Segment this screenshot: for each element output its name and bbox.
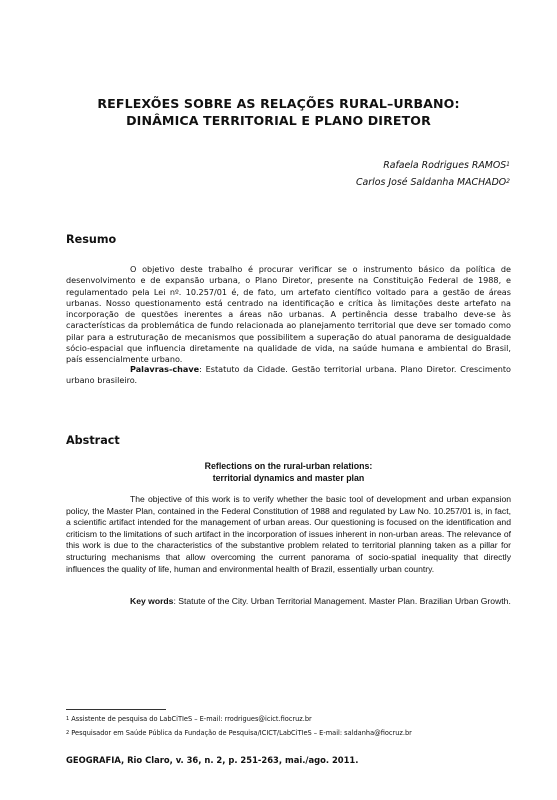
author-name: Rafaela Rodrigues RAMOS [383, 160, 507, 171]
resumo-keywords [66, 364, 511, 387]
footnote-mark: 2 [66, 730, 70, 736]
author-1 [356, 157, 510, 174]
english-title [66, 460, 511, 484]
title-line-2: DINÂMICA TERRITORIAL E PLANO DIRETOR [126, 113, 431, 128]
keywords-label: Palavras-chave [130, 364, 200, 374]
footnote-1 [66, 714, 312, 724]
abstract-heading: Abstract [66, 434, 120, 447]
author-footnote-mark: 1 [506, 161, 510, 168]
footnote-text: Assistente de pesquisa do LabCiTIeS – E-mail: rrodrigues@icict.fiocruz.br [71, 715, 312, 723]
keywords-label: Key words [130, 596, 174, 606]
abstract-keywords [66, 596, 511, 608]
footnote-divider [66, 709, 166, 710]
english-title-line-2: territorial dynamics and master plan [212, 473, 365, 483]
journal-citation-footer: GEOGRAFIA, Rio Claro, v. 36, n. 2, p. 251-263, mai./ago. 2011. [66, 755, 359, 765]
footnote-mark: 1 [66, 716, 70, 722]
paper-title [60, 95, 497, 129]
keywords-text: : Estatuto da Cidade. Gestão territorial urbana. Plano Diretor. Crescimento urbano brasileiro. [66, 364, 511, 386]
keywords-text: : Statute of the City. Urban Territorial Management. Master Plan. Brazilian Urban Growth. [173, 596, 511, 606]
title-line-1: REFLEXÕES SOBRE AS RELAÇÕES RURAL–URBANO: [97, 96, 460, 111]
resumo-heading: Resumo [66, 233, 117, 246]
abstract-paragraph: The objective of this work is to verify whether the basic tool of development and urban expansion policy, the Master Plan, contained in the Federal Constitution of 1988 and regulated by Law No. 10.257/01 is, in fact, a scientific artifact intended for the management of urban areas. Our questioning is focused on the identification and criticism to the limitations of such artifact in the incorporation of issues inherent in non-urban areas. The relevance of this work is due to the characteristics of the substantive problem related to territorial planning taken as a pillar for structuring mechanisms that allow overcoming the current panorama of socio-spatial inequality that directly influences the quality of life, human and environmental health of Brazil, essentially urban country. [66, 494, 511, 574]
footnote-2 [66, 728, 412, 738]
author-2 [356, 174, 510, 191]
footnote-text: Pesquisador em Saúde Pública da Fundação de Pesquisa/ICICT/LabCiTIeS – E-mail: saldanha@fiocruz.br [71, 729, 412, 737]
author-list [356, 157, 510, 191]
resumo-paragraph: O objetivo deste trabalho é procurar verificar se o instrumento básico da política de desenvolvimento e de expansão urbana, o Plano Diretor, presente na Constituição Federal de 1988, e regulamentado pela Lei nº. 10.257/01 é, de fato, um artefato científico voltado para a gestão de áreas urbanas. Nosso questionamento está centrado na identificação e crítica às limitações deste artefato na incorporação de questões inerentes a áreas não urbanas. A pertinência desse trabalho deve-se às características da problemática de fundo relacionada ao planejamento territorial que deve ser tomado como pilar para a estruturação de mecanismos que possibilitem a superação do atual panorama de desigualdade sócio-espacial que influencia diretamente na qualidade de vida, na saúde humana e ambiental do Brasil, país essencialmente urbano. [66, 264, 511, 365]
author-name: Carlos José Saldanha MACHADO [355, 177, 507, 188]
english-title-line-1: Reflections on the rural-urban relations: [204, 461, 373, 471]
author-footnote-mark: 2 [506, 178, 510, 185]
